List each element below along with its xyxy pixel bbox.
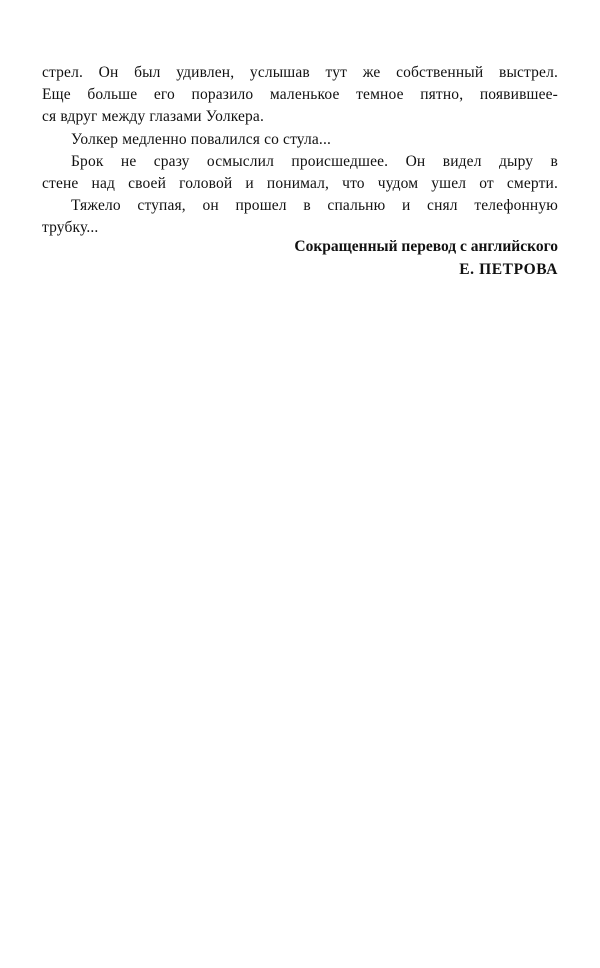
text-line: Еще больше его поразило маленькое темное пятно, появившее-: [42, 86, 558, 104]
translation-note: Сокращенный перевод с английского: [294, 238, 558, 255]
text-line: стрел. Он был удивлен, услышав тут же собственный выстрел.: [42, 64, 558, 81]
text-line: Тяжело ступая, он прошел в спальню и снял телефонную: [71, 197, 558, 215]
translation-credit: [294, 236, 558, 281]
text-line: Брок не сразу осмыслил происшедшее. Он видел дыру в: [71, 152, 558, 170]
text-line: трубку...: [42, 219, 99, 237]
text-line: ся вдруг между глазами Уолкера.: [42, 108, 264, 126]
text-line: стене над своей головой и понимал, что чудом ушел от смерти.: [42, 174, 558, 192]
story-text: [42, 62, 558, 240]
text-line: Уолкер медленно повалился со стула...: [71, 130, 331, 148]
translator-name: Е. ПЕТРОВА: [459, 260, 558, 278]
